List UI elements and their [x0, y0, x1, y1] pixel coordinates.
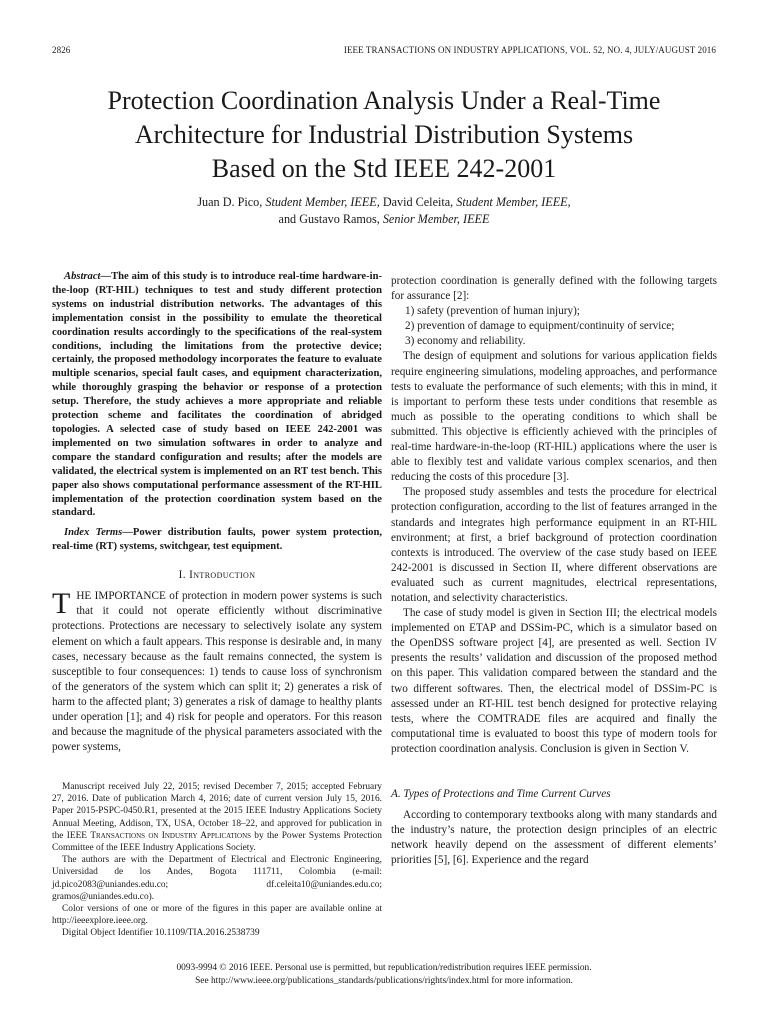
- index-terms-label: Index Terms: [64, 527, 123, 539]
- footnote-color: Color versions of one or more of the figures in this paper are available online at http://ieeexplore.ieee.org.: [52, 904, 382, 927]
- footer-line-2: See http://www.ieee.org/publications_standards/publications/rights/index.html for more information.: [195, 976, 573, 986]
- index-terms-text: —Power distribution faults, power system protection, real-time (RT) systems, switchgear, test equipment.: [52, 527, 382, 553]
- footnote-affiliation: The authors are with the Department of Electrical and Electronic Engineering, Universidad de los Andes, Bogota 111711, Colombia (e-mail: jd.pico2083@uniandes.edu.co; df.celeita10@uniandes.edu.co; gramos@uniandes.edu.co).: [52, 855, 382, 902]
- paper-title: [30, 84, 738, 186]
- abstract-text: —The aim of this study is to introduce real-time hardware-in-the-loop (RT-HIL) techniques to test and study different protection systems on industrial distribution networks. The advantages of this implementation consist in the possibility to emulate the theoretical coordination results accordingly to the specifications of the real-system conditions, including the limitations from the protective device; certainly, the proposed methodology incorporates the feature to evaluate multiple scenarios, special fault cases, and equipment characterization, while thoroughly grasping the behavior or response of a protection setup. Therefore, the study achieves a more appropriate and reliable protection scheme and facilitates the coordination of abridged topologies. A selected case of study based on IEEE 242-2001 was implemented on two simulation softwares in order to analyze and compare the standard configuration and results; after the models are validated, the electrical system is implemented on an RT test bench. This paper also shows computational performance assessment of the RT-HIL implementation of the protection coordination system based on the standard.: [52, 271, 382, 519]
- footnotes: [52, 781, 382, 940]
- author-pico-role: Student Member, IEEE: [265, 195, 377, 209]
- subsection-heading: A. Types of Protections and Time Current Curves: [391, 788, 611, 800]
- abstract-label: Abstract: [64, 271, 101, 282]
- left-column: [52, 270, 382, 755]
- footnote-manuscript-text: Manuscript received July 22, 2015; revised December 7, 2015; accepted February 27, 2016. Date of publication March 4, 2016; date of current version July 15, 2016. Paper 2015-PSPC-0450.R1, presented at the 2015 IEEE Industry Applications Society Annual Meeting, Addison, TX, USA, October 18–22, and approved for publication in the IEEE: [52, 782, 382, 841]
- section-title: Introduction: [189, 569, 256, 582]
- footnote-manuscript: [52, 781, 382, 854]
- right-paragraph-2: The design of equipment and solutions for various application fields require engineering simulations, modeling approaches, and performance tests to evaluate the performance of such elements; with this in mind, it is important to perform these tests under conditions that resemble as much as possible to the operating conditions to which shall be submitted. This objective is efficiently achieved with the principles of real-time hardware-in-the-loop (RT-HIL) applications where the user is able to flexibly test and validate various complex scenarios, and then reducing the costs of this procedure [3].: [391, 350, 717, 484]
- author-line-1: [60, 194, 708, 211]
- drop-cap: T: [52, 587, 71, 621]
- intro-paragraph: [52, 589, 382, 755]
- section-heading-introduction: [52, 568, 382, 583]
- intro-lead: HE IMPORTANCE: [76, 590, 166, 603]
- right-paragraph-3: The proposed study assembles and tests the procedure for electrical protection configuration, according to the list of features arranged in the standards and integrates high performance equipment in an RT-HIL environment; at first, a brief background of protection coordination contexts is introduced. The overview of the case study based on IEEE 242-2001 is discussed in Section II, where different observations are evaluated such as current magnitudes, electrical representations, notation, and selectivity characteristics.: [391, 486, 717, 604]
- title-line-1: Protection Coordination Analysis Under a Real-Time: [107, 86, 661, 115]
- footnote-journal-sc: Transactions on Industry Applications: [90, 830, 252, 841]
- footer-line-1: 0093-9994 © 2016 IEEE. Personal use is permitted, but republication/redistribution requires IEEE permission.: [176, 963, 592, 973]
- running-header: [52, 45, 716, 59]
- right-paragraph-5: According to contemporary textbooks along with many standards and the industry’s nature, the protection design principles of an electric network heavily depend on the assessment of different elements’ priorities [5], [6]. Experience and the regard: [391, 809, 717, 867]
- author-ramos: and Gustavo Ramos,: [278, 212, 380, 226]
- right-column: [391, 274, 717, 868]
- author-list: [60, 194, 708, 228]
- right-paragraph-4: The case of study model is given in Section III; the electrical models implemented on ETAP and DSSim-PC, which is a simulator based on the OpenDSS software project [4], are presented as well. Section IV presents the results’ validation and discussion of the proposed method on this paper. This validation compared between the standard and the two different softwares. Then, the electrical model of DSSim-PC is assessed under an RT-HIL test bench designed for protective relaying tests, where the COMTRADE files are acquired and finally the computational time is evaluated to boost this type of modern tools for protection coordination analysis. Conclusion is given in Section V.: [391, 607, 717, 755]
- index-terms: [52, 526, 382, 554]
- author-ramos-role: Senior Member, IEEE: [382, 212, 490, 226]
- section-number: I.: [178, 569, 186, 582]
- right-paragraph-1: protection coordination is generally defined with the following targets for assurance [2]:: [391, 275, 717, 303]
- journal-name: IEEE TRANSACTIONS ON INDUSTRY APPLICATIONS, VOL. 52, NO. 4, JULY/AUGUST 2016: [343, 45, 716, 55]
- footnote-doi: Digital Object Identifier 10.1109/TIA.2016.2538739: [62, 928, 260, 939]
- author-celeita-role: Student Member, IEEE: [456, 195, 568, 209]
- list-item: 3) economy and reliability.: [405, 335, 526, 348]
- targets-list: [391, 304, 717, 349]
- author-celeita: , David Celeita,: [376, 195, 454, 209]
- list-item: 1) safety (prevention of human injury);: [405, 305, 580, 318]
- abstract: [52, 270, 382, 520]
- copyright-footer: [40, 962, 728, 988]
- intro-text: of protection in modern power systems is such that it could not operate efficiently without discriminative protections. Protections are necessary to selectively isolate any system element on which a fault appears. This response is desirable and, in many cases, necessary because as the fault remains connected, the system is susceptible to four consequences: 1) tends to cause loss of synchronism of the generators of the system which can split it; 2) generates a risk of harm to the affected plant; 3) generates a risk of damage to healthy plants under operation [1]; and 4) risk for people and operators. For this reason and because the magnitude of the physical parameters associated with the power systems,: [52, 590, 382, 754]
- list-item: 2) prevention of damage to equipment/continuity of service;: [405, 320, 675, 333]
- author-line-2: [60, 211, 708, 228]
- title-line-3: Based on the Std IEEE 242-2001: [211, 154, 557, 183]
- footnote-manuscript-tail: by the Power Systems Protection Committee of the IEEE Industry Applications Society.: [52, 830, 382, 854]
- author-pico: Juan D. Pico,: [197, 195, 263, 209]
- page-number: 2826: [52, 45, 71, 55]
- author-separator: ,: [567, 195, 571, 209]
- title-line-2: Architecture for Industrial Distribution Systems: [134, 120, 634, 149]
